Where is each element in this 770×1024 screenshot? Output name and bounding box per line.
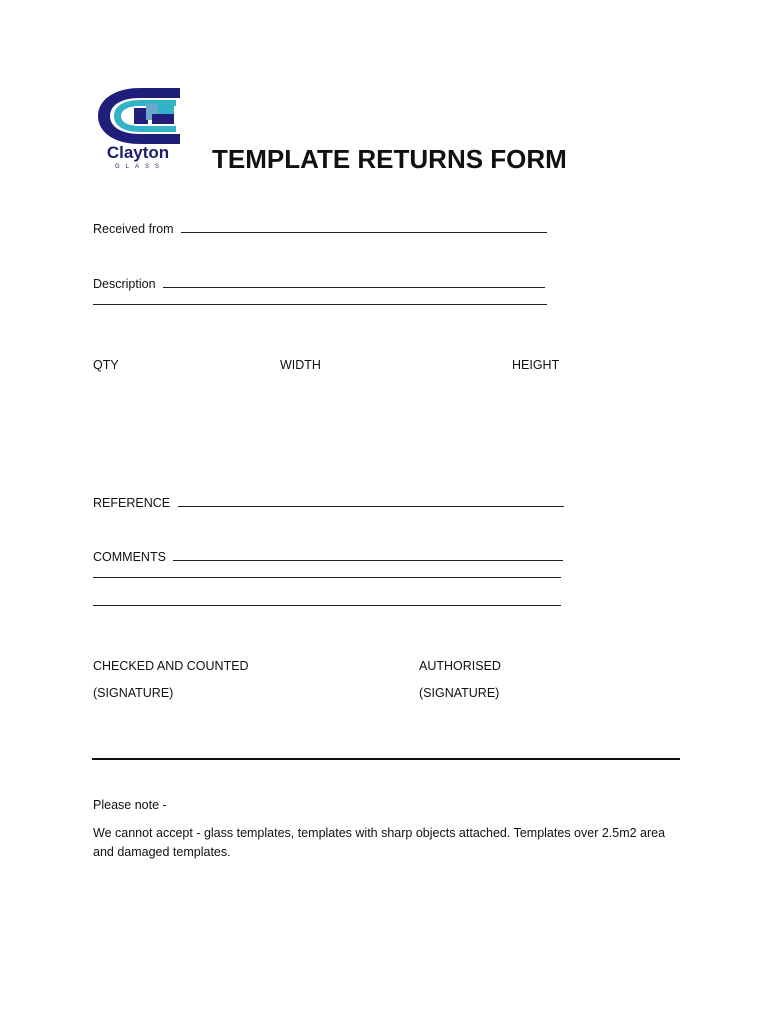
section-divider [92, 758, 680, 760]
logo-subtitle: GLASS [114, 164, 165, 170]
logo-mark-icon [94, 84, 186, 144]
reference-label: REFERENCE [93, 496, 171, 510]
note-heading: Please note - [93, 798, 167, 812]
width-label: WIDTH [280, 358, 321, 372]
authorised-label: AUTHORISED [419, 659, 501, 673]
comments-label: COMMENTS [93, 550, 166, 564]
received-from-row [93, 220, 547, 237]
description-field[interactable] [163, 275, 545, 288]
logo-name: Clayton [106, 143, 170, 162]
received-from-label: Received from [93, 222, 174, 236]
received-from-field[interactable] [181, 220, 547, 233]
description-row [93, 275, 545, 292]
checked-counted-label: CHECKED AND COUNTED [93, 659, 249, 673]
description-field-line-2[interactable] [93, 303, 547, 305]
reference-field[interactable] [178, 494, 564, 507]
note-body: We cannot accept - glass templates, templates with sharp objects attached. Templates over 2.5m2 area and damaged templates. [93, 826, 666, 859]
checked-signature-label: (SIGNATURE) [93, 686, 174, 700]
reference-row [93, 494, 564, 511]
height-label: HEIGHT [512, 358, 560, 372]
comments-field-line-3[interactable] [93, 604, 561, 606]
qty-label: QTY [93, 358, 119, 372]
description-label: Description [93, 277, 156, 291]
authorised-signature-label: (SIGNATURE) [419, 686, 500, 700]
comments-row [93, 548, 563, 565]
clayton-glass-logo [94, 84, 186, 176]
comments-field[interactable] [173, 548, 563, 561]
form-title: TEMPLATE RETURNS FORM [212, 144, 567, 174]
comments-field-line-2[interactable] [93, 576, 561, 578]
